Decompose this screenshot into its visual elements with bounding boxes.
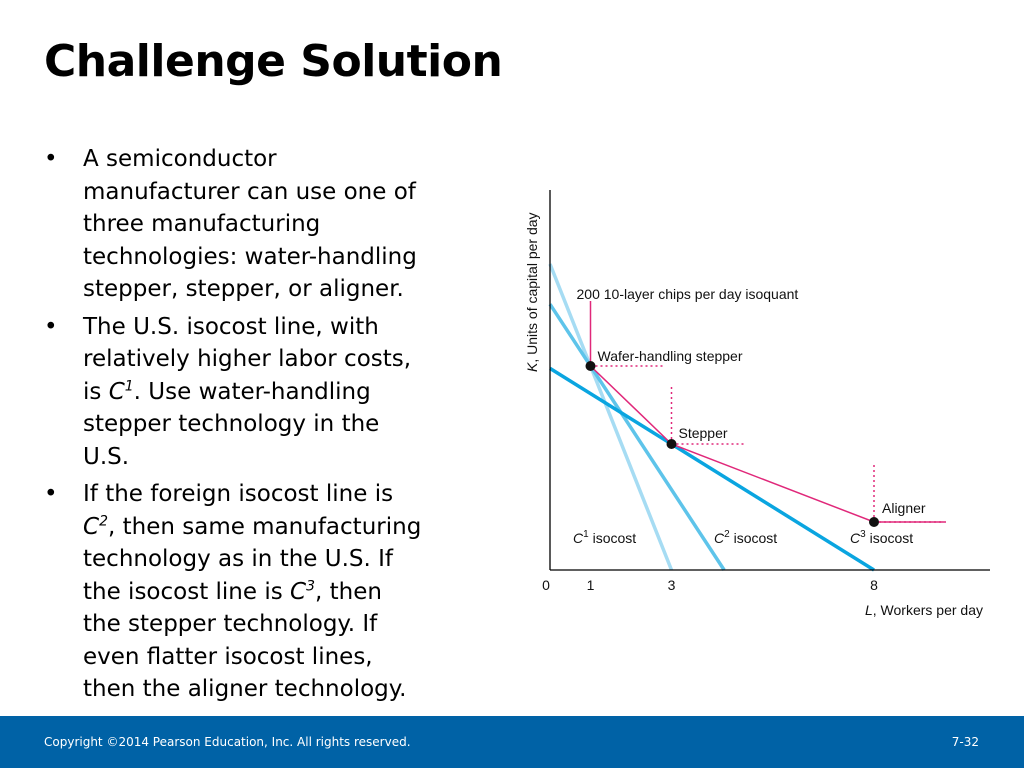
isocost-label-3: $C^3$ isocost [850, 529, 914, 546]
bullet-line: is $C^1$. Use water-handling [83, 377, 371, 405]
isocost-line-1 [550, 264, 672, 570]
technology-label-1: Wafer-handling stepper [597, 348, 743, 364]
bullet-line: even flatter isocost lines, [83, 643, 373, 670]
bullet-list [44, 143, 489, 711]
isocost-label-1: $C^1$ isocost [573, 529, 637, 546]
bullet-line: technologies: water-handling [83, 243, 417, 270]
x-tick-label: 0 [542, 577, 550, 593]
x-axis-label: L, Workers per day [864, 602, 983, 618]
bullet-marker: • [44, 313, 58, 340]
bullet-line: the stepper technology. If [83, 611, 378, 637]
bullet-line: stepper technology in the [83, 411, 380, 437]
x-tick-label: 1 [586, 577, 595, 593]
bullet-line: technology as in the U.S. If [83, 546, 393, 572]
footer-bar [0, 716, 1024, 768]
technology-point-1 [586, 361, 596, 371]
bullet-item-1 [44, 143, 489, 306]
isoquant-line [591, 301, 945, 522]
bullet-line: stepper, stepper, or aligner. [83, 276, 404, 302]
bullet-line: the isocost line is $C^3$, then [83, 577, 382, 605]
bullet-line: A semiconductor [83, 146, 277, 172]
technology-label-2: Stepper [678, 425, 728, 441]
y-axis-label: K, Units of capital per day [524, 212, 540, 372]
isoquant-label: 200 10-layer chips per day isoquant [576, 286, 799, 302]
bullet-line: $C^2$, then same manufacturing [83, 512, 422, 540]
bullet-line: U.S. [83, 443, 130, 470]
page-number: 7-32 [951, 735, 979, 749]
bullet-item-3 [44, 478, 489, 706]
technology-point-3 [869, 517, 879, 527]
x-tick-label: 3 [667, 577, 676, 593]
slide-title: Challenge Solution [44, 36, 503, 87]
bullet-line: relatively higher labor costs, [83, 346, 412, 372]
bullet-item-2 [44, 311, 489, 474]
bullet-line: The U.S. isocost line, with [83, 313, 379, 340]
technology-label-3: Aligner [882, 500, 926, 516]
bullet-line: If the foreign isocost line is [83, 481, 394, 507]
bullet-marker: • [44, 146, 58, 172]
isocost-label-2: $C^2$ isocost [714, 529, 778, 546]
bullet-line: three manufacturing [83, 211, 321, 237]
bullet-line: then the aligner technology. [83, 676, 407, 702]
x-tick-label: 8 [870, 577, 878, 593]
bullet-line: manufacturer can use one of [83, 178, 416, 205]
copyright-text: Copyright ©2014 Pearson Education, Inc. All rights reserved. [44, 735, 411, 749]
bullet-marker: • [44, 481, 58, 507]
technology-choice-chart [510, 180, 1000, 630]
technology-point-2 [667, 439, 677, 449]
